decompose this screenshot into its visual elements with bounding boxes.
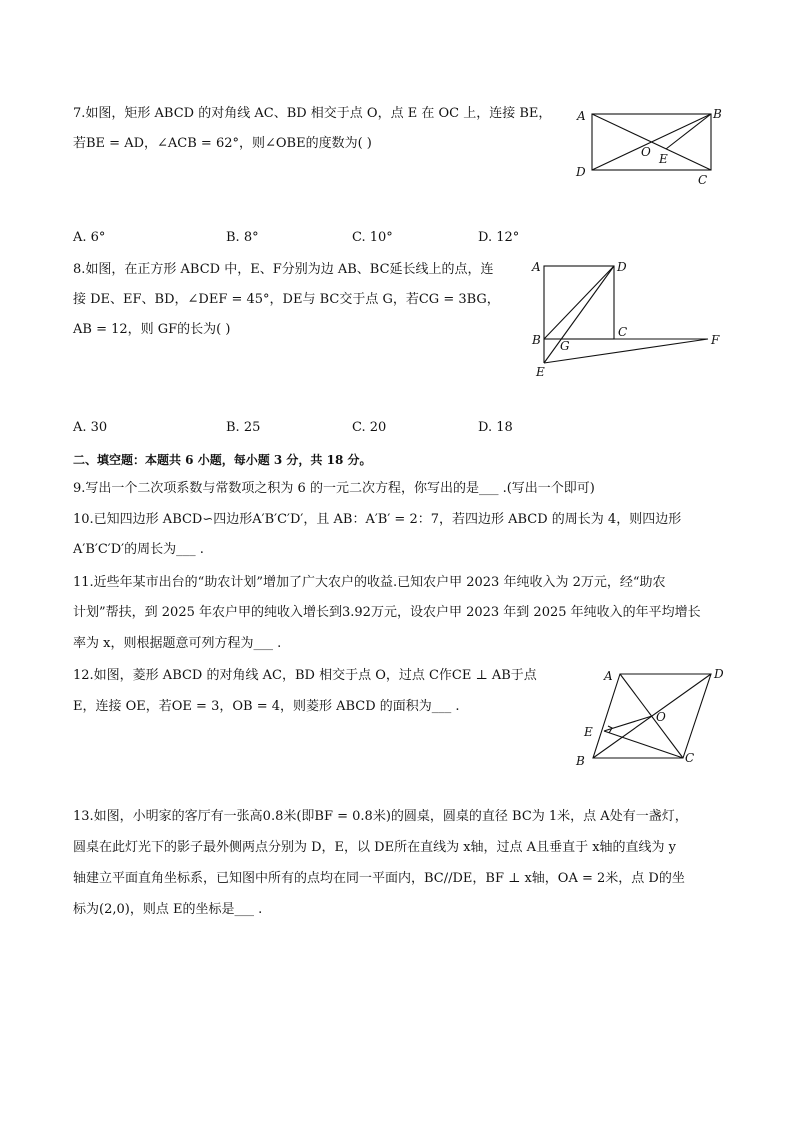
- q8-label-f: F: [711, 333, 720, 347]
- q12-segment-ce: [604, 731, 683, 758]
- q12-label-d: D: [714, 667, 724, 681]
- q12-label-e: E: [584, 725, 593, 739]
- q8-segment-de: [544, 266, 614, 363]
- q11-text-line1: 11.近些年某市出台的“助农计划”增加了广大农户的收益.已知农户甲 2023 年纯收入为 2万元，经“助农: [73, 575, 666, 590]
- q7-rectangle-figure: [570, 104, 720, 190]
- q8-label-b: B: [532, 333, 541, 347]
- q7-label-c: C: [698, 173, 708, 187]
- q8-text-line2: 接 DE、EF、BD，∠DEF = 45°，DE与 BC交于点 G，若CG = 3BG，: [73, 292, 500, 307]
- q7-text-line1: 7.如图，矩形 ABCD 的对角线 AC、BD 相交于点 O，点 E 在 OC 上，连接 BE，: [73, 106, 552, 121]
- q10-text-line1: 10.已知四边形 ABCD∽四边形A′B′C′D′，且 AB：A′B′ = 2：7，若四边形 ABCD 的周长为 4，则四边形: [73, 512, 682, 527]
- q12-label-b: B: [576, 754, 585, 768]
- q7-label-b: B: [713, 107, 722, 121]
- q8-label-g: G: [560, 339, 570, 353]
- q7-label-o: O: [641, 145, 651, 159]
- q12-label-c: C: [685, 751, 695, 765]
- q8-label-e: E: [536, 365, 545, 379]
- q7-label-e: E: [659, 152, 668, 166]
- q11-text-line2: 计划”帮扶，到 2025 年农户甲的纯收入增长到3.92万元，设农户甲 2023 年到 2025 年纯收入的年平均增长: [73, 605, 701, 620]
- q7-label-d: D: [576, 165, 586, 179]
- q12-label-o: O: [656, 710, 666, 724]
- q12-label-a: A: [604, 669, 613, 683]
- q11-text-line3: 率为 x，则根据题意可列方程为___ .: [73, 636, 282, 651]
- q8-text-line1: 8.如图，在正方形 ABCD 中，E、F分别为边 AB、BC延长线上的点，连: [73, 262, 494, 277]
- q7-option-d: D. 12°: [478, 230, 520, 245]
- q8-square-figure: [528, 256, 728, 382]
- q7-option-c: C. 10°: [352, 230, 393, 245]
- q7-label-a: A: [577, 109, 586, 123]
- q8-option-d: D. 18: [478, 420, 513, 435]
- q12-text-line2: E，连接 OE，若OE = 3，OB = 4，则菱形 ABCD 的面积为___ .: [73, 699, 460, 714]
- q8-diagonal-bd: [544, 266, 614, 339]
- q12-text-line1: 12.如图，菱形 ABCD 的对角线 AC，BD 相交于点 O，过点 C作CE ⊥ AB于点: [73, 668, 537, 683]
- q10-text-line2: A′B′C′D′的周长为___ .: [73, 542, 204, 557]
- q8-option-a: A. 30: [73, 420, 108, 435]
- q8-text-line3: AB = 12，则 GF的长为( ): [73, 322, 231, 337]
- q7-option-b: B. 8°: [226, 230, 259, 245]
- q7-text-line2: 若BE = AD，∠ACB = 62°，则∠OBE的度数为( ): [73, 136, 372, 151]
- q8-option-b: B. 25: [226, 420, 261, 435]
- q8-label-d: D: [617, 260, 627, 274]
- q13-text-line1: 13.如图，小明家的客厅有一张高0.8米(即BF = 0.8米)的圆桌，圆桌的直径 BC为 1米，点 A处有一盏灯，: [73, 809, 688, 824]
- q8-label-c: C: [618, 325, 628, 339]
- q12-rhombus-figure: [574, 664, 724, 774]
- q7-option-a: A. 6°: [73, 230, 106, 245]
- q13-text-line3: 轴建立平面直角坐标系，已知图中所有的点均在同一平面内，BC//DE，BF ⊥ x轴，OA = 2米，点 D的坐: [73, 871, 685, 886]
- q8-option-c: C. 20: [352, 420, 387, 435]
- q8-label-a: A: [532, 260, 541, 274]
- q13-text-line2: 圆桌在此灯光下的影子最外侧两点分别为 D，E，以 DE所在直线为 x轴，过点 A且垂直于 x轴的直线为 y: [73, 840, 677, 855]
- q13-text-line4: 标为(2,0)，则点 E的坐标是___ .: [73, 902, 263, 917]
- section-fill-in-heading: 二、填空题：本题共 6 小题，每小题 3 分，共 18 分。: [73, 453, 372, 467]
- q9-text: 9.写出一个二次项系数与常数项之积为 6 的一元二次方程，你写出的是___ .(写出一个即可): [73, 481, 595, 496]
